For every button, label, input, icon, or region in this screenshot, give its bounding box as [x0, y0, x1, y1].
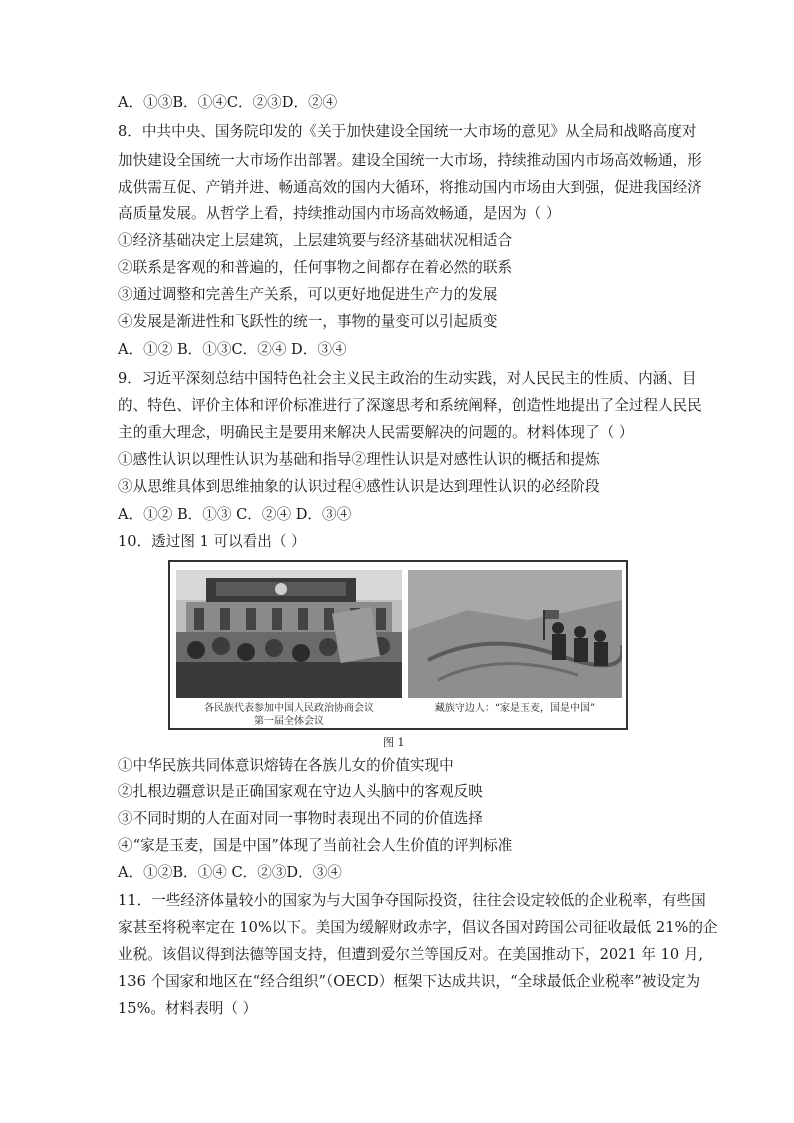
- q11-stem-line-5: 15%。材料表明（ ）: [118, 1000, 258, 1017]
- q9-statements-1-2: ①感性认识以理性认识为基础和指导②理性认识是对感性认识的概括和提炼: [118, 451, 600, 468]
- q10-statement-3: ③不同时期的人在面对同一事物时表现出不同的价值选择: [118, 810, 483, 827]
- q8-options: A．①② B．①③C．②④ D．③④: [118, 341, 347, 358]
- q9-options: A．①② B．①③ C．②④ D．③④: [118, 506, 352, 523]
- cppcc-meeting-photo: [176, 570, 402, 698]
- q8-stem-line-1: 8．中共中央、国务院印发的《关于加快建设全国统一大市场的意见》从全局和战略高度对: [118, 123, 697, 140]
- q8-statement-4: ④发展是渐进性和飞跃性的统一，事物的量变可以引起质变: [118, 313, 498, 330]
- q11-stem-line-1: 11．一些经济体量较小的国家为与大国争夺国际投资，往往会设定较低的企业税率，有些国: [118, 892, 706, 909]
- q11-stem-line-2: 家甚至将税率定在 10%以下。美国为缓解财政赤字，倡议各国对跨国公司征收最低 21%的企: [118, 919, 718, 936]
- q9-statements-3-4: ③从思维具体到思维抽象的认识过程④感性认识是达到理性认识的必经阶段: [118, 478, 600, 495]
- left-photo-caption-line-2: 第一届全体会议: [254, 716, 324, 727]
- q8-stem-line-2: 加快建设全国统一大市场作出部署。建设全国统一大市场，持续推动国内市场高效畅通，形: [118, 152, 702, 169]
- q11-stem-line-3: 业税。该倡议得到法德等国支持，但遭到爱尔兰等国反对。在美国推动下，2021 年 10 月,: [118, 946, 704, 963]
- right-photo-caption: 藏族守边人：“家是玉麦，国是中国”: [434, 703, 596, 714]
- q10-stem: 10．透过图 1 可以看出（ ）: [118, 533, 306, 550]
- figure-label: 图 1: [383, 736, 405, 749]
- q10-statement-1: ①中华民族共同体意识熔铸在各族儿女的价值实现中: [118, 757, 454, 774]
- q8-stem-line-4: 高质量发展。从哲学上看，持续推动国内市场高效畅通，是因为（ ）: [118, 205, 561, 222]
- cppcc-meeting-image: [176, 570, 402, 698]
- left-photo-caption-line-1: 各民族代表参加中国人民政治协商会议: [204, 703, 374, 714]
- q10-options: A．①②B．①④ C．②③D．③④: [118, 864, 342, 881]
- q8-statement-3: ③通过调整和完善生产关系，可以更好地促进生产力的发展: [118, 286, 498, 303]
- border-guard-image: [408, 570, 622, 698]
- q9-stem-line-2: 的、特色、评价主体和评价标准进行了深邃思考和系统阐释，创造性地提出了全过程人民民: [118, 397, 702, 414]
- q8-statement-2: ②联系是客观的和普遍的，任何事物之间都存在着必然的联系: [118, 259, 513, 276]
- q10-statement-4: ④“家是玉麦，国是中国”体现了当前社会人生价值的评判标准: [118, 837, 513, 854]
- border-guard-photo: [408, 570, 622, 698]
- q11-stem-line-4: 136 个国家和地区在“经合组织”（OECD）框架下达成共识，“全球最低企业税率”被设定为: [118, 973, 701, 990]
- q9-stem-line-1: 9．习近平深刻总结中国特色社会主义民主政治的生动实践，对人民民主的性质、内涵、目: [118, 370, 697, 387]
- q10-statement-2: ②扎根边疆意识是正确国家观在守边人头脑中的客观反映: [118, 783, 483, 800]
- q9-stem-line-3: 主的重大理念，明确民主是要用来解决人民需要解决的问题的。材料体现了（ ）: [118, 424, 634, 441]
- q8-statement-1: ①经济基础决定上层建筑，上层建筑要与经济基础状况相适合: [118, 232, 513, 249]
- q7-options: A．①③B．①④C．②③D．②④: [118, 94, 338, 111]
- q8-stem-line-3: 成供需互促、产销并进、畅通高效的国内大循环，将推动国内市场由大到强，促进我国经济: [118, 179, 702, 196]
- figure-1: [168, 560, 628, 730]
